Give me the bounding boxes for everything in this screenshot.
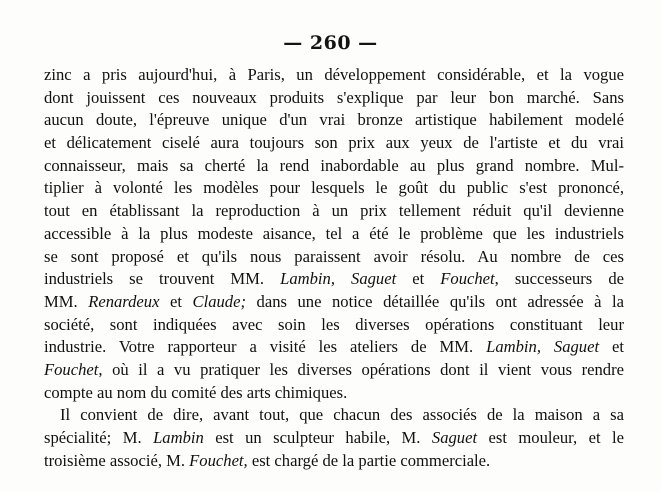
text-segment: Il convient de dire, avant tout, que chacun des associés de la maison a sa: [60, 405, 624, 425]
text-line: [44, 177, 624, 200]
text-segment: est mouleur, et le: [477, 428, 624, 447]
text-segment: spécialité; M.: [44, 428, 154, 447]
text-segment: et délicatement ciselé aura toujours son prix aux yeux de l'artiste et du vrai: [44, 133, 624, 153]
text-line: [44, 314, 624, 337]
italic-name: Renardeux: [88, 291, 160, 311]
text-segment: compte au nom du comité des arts chimiques.: [44, 382, 348, 402]
text-segment: dont jouissent ces nouveaux produits s'explique par leur bon marché. Sans: [44, 87, 624, 107]
text-segment: industrie. Votre rapporteur a visité les ateliers de MM.: [44, 337, 487, 357]
text-line: [44, 268, 624, 291]
text-segment: industriels se trouvent MM.: [44, 269, 281, 289]
text-line: [44, 450, 624, 473]
text-segment: zinc a pris aujourd'hui, à Paris, un développement considérable, et la vogue: [44, 65, 624, 84]
italic-name: Claude;: [192, 291, 246, 311]
italic-name: Saguet: [431, 428, 478, 447]
text-segment: se sont proposé et qu'ils nous paraissent avoir résolu. Au nombre de ces: [44, 246, 624, 266]
text-line: [44, 404, 624, 427]
text-segment: et: [599, 337, 624, 357]
text-segment: est chargé de la partie commerciale.: [247, 450, 491, 470]
text-segment: aucun doute, l'épreuve unique d'un vrai bronze artistique habilement modelé: [44, 110, 624, 130]
text-segment: est un sculpteur habile, M.: [203, 428, 432, 447]
text-line: [44, 87, 624, 110]
text-line: [44, 200, 624, 223]
italic-name: Lambin: [153, 428, 204, 447]
text-line: [44, 223, 624, 246]
body-text: [44, 64, 624, 472]
italic-name: Fouchet,: [189, 450, 248, 470]
text-segment: tiplier à volonté les modèles pour lesquels le goût du public s'est prononcé,: [44, 178, 624, 198]
text-segment: société, sont indiquées avec soin les diverses opérations constituant leur: [44, 314, 624, 334]
text-segment: , où il a vu pratiquer les diverses opérations dont il vient vous rendre: [98, 359, 624, 379]
italic-name: Lambin, Saguet: [486, 337, 600, 357]
page-number: — 260 —: [283, 32, 378, 54]
text-line: [44, 336, 624, 359]
text-line: [44, 359, 624, 382]
text-segment: troisième associé, M.: [44, 450, 190, 470]
italic-name: Fouchet: [44, 359, 99, 379]
text-segment: accessible à la plus modeste aisance, tel a été le problème que les industriels: [44, 223, 624, 243]
italic-name: Fouchet: [440, 269, 495, 289]
text-segment: tout en établissant la reproduction à un prix tellement réduit qu'il devienne: [44, 201, 624, 221]
italic-name: Lambin, Saguet: [280, 269, 397, 289]
text-line: [44, 109, 624, 132]
text-segment: et: [159, 291, 193, 311]
text-line: [44, 64, 624, 87]
text-segment: , successeurs de: [494, 269, 624, 289]
text-line: [44, 427, 624, 450]
text-line: [44, 155, 624, 178]
text-segment: et: [396, 269, 441, 289]
text-segment: MM.: [44, 291, 89, 311]
text-line: [44, 291, 624, 314]
text-segment: dans une notice détaillée qu'ils ont adressée à la: [246, 291, 624, 311]
text-line: [44, 132, 624, 155]
text-line: [44, 246, 624, 269]
text-segment: connaisseur, mais sa cherté la rend inabordable au plus grand nombre. Mul-: [44, 155, 624, 175]
text-line: [44, 382, 624, 405]
